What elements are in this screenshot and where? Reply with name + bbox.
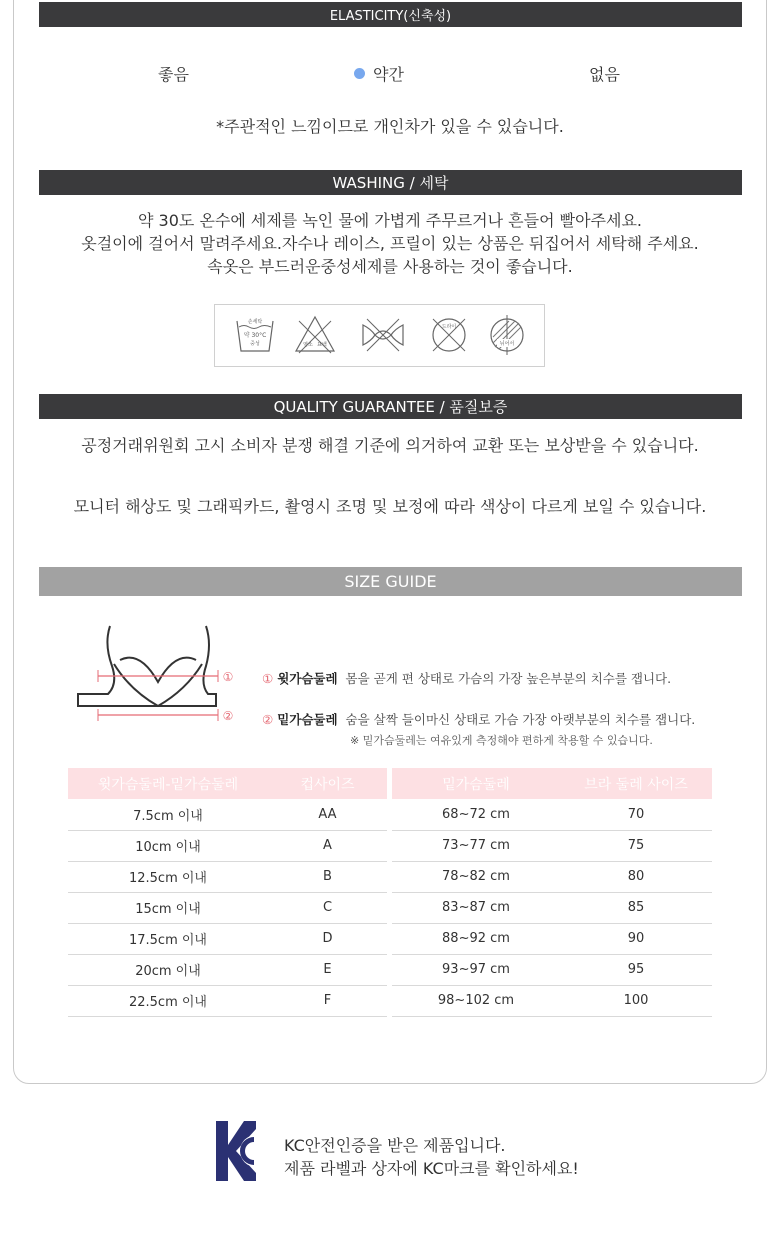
band-table-header-band: 브라 둘레 사이즈: [560, 768, 712, 799]
band-table-cell: 83~87 cm: [392, 892, 560, 923]
svg-text:드라이: 드라이: [441, 324, 457, 330]
band-table-cell: 98~102 cm: [392, 985, 560, 1016]
cup-table-cell: 20cm 이내: [68, 954, 268, 985]
band-table-header-underbust: 밑가슴둘레: [392, 768, 560, 799]
elasticity-header: ELASTICITY(신축성): [39, 2, 742, 27]
band-table-cell: 93~97 cm: [392, 954, 560, 985]
cup-table-cell: B: [268, 861, 387, 892]
band-table-cell: 90: [560, 923, 712, 954]
elasticity-option-good: 좋음: [158, 65, 189, 84]
cup-table-cell: AA: [268, 799, 387, 830]
elasticity-options: [39, 62, 742, 84]
kc-mark-icon: [214, 1119, 258, 1183]
cup-table-cell: 17.5cm 이내: [68, 923, 268, 954]
elasticity-note: *주관적인 느낌이므로 개인차가 있을 수 있습니다.: [216, 117, 564, 136]
no-tumble-dry-icon: [485, 313, 529, 357]
kc-line-1: KC안전인증을 받은 제품입니다.: [284, 1136, 506, 1155]
band-table-row: [392, 892, 712, 923]
svg-text:손세탁: 손세탁: [247, 319, 263, 325]
svg-text:①: ①: [222, 670, 234, 684]
upper-bust-note: ① 윗가슴둘레 몸을 곧게 편 상태로 가슴의 가장 높은부분의 치수를 잽니다.: [262, 671, 672, 686]
band-table-cell: 85: [560, 892, 712, 923]
under-bust-note: ② 밑가슴둘레 숨을 살짝 들이마신 상태로 가슴 가장 아랫부분의 치수를 잽니다.: [262, 712, 696, 727]
selected-dot-icon: [354, 68, 365, 79]
elasticity-option-slight: 약간: [354, 62, 404, 85]
cup-table-cell: 22.5cm 이내: [68, 985, 268, 1016]
cup-table-row: [68, 830, 387, 861]
under-bust-term: 밑가슴둘레: [277, 712, 338, 727]
band-table-cell: 78~82 cm: [392, 861, 560, 892]
cup-table-row: [68, 861, 387, 892]
cup-table-cell: 7.5cm 이내: [68, 799, 268, 830]
cup-table-row: [68, 892, 387, 923]
cup-table-cell: A: [268, 830, 387, 861]
band-table-cell: 73~77 cm: [392, 830, 560, 861]
band-table-cell: 70: [560, 799, 712, 830]
washing-icons-box: [214, 304, 545, 367]
cup-table-cell: E: [268, 954, 387, 985]
band-table-row: [392, 985, 712, 1016]
cup-table-row: [68, 954, 387, 985]
hand-wash-icon: [233, 313, 277, 357]
washing-header: WASHING / 세탁: [39, 170, 742, 195]
cup-table-cell: D: [268, 923, 387, 954]
no-wring-icon: [361, 313, 405, 357]
band-table-row: [392, 861, 712, 892]
svg-text:②: ②: [222, 709, 234, 723]
band-table-row: [392, 799, 712, 830]
cup-size-table: [68, 768, 387, 1017]
no-bleach-icon: [293, 313, 337, 357]
band-table-cell: 68~72 cm: [392, 799, 560, 830]
cup-table-row: [68, 985, 387, 1016]
quality-line-2: 모니터 해상도 및 그래픽카드, 촬영시 조명 및 보정에 따라 색상이 다르게 보일 수 있습니다.: [73, 497, 707, 516]
svg-text:약 30°C: 약 30°C: [243, 332, 267, 339]
size-guide-header: SIZE GUIDE: [39, 567, 742, 596]
washing-line-3: 속옷은 부드러운중성세제를 사용하는 것이 좋습니다.: [207, 257, 573, 276]
upper-bust-desc: 몸을 곧게 편 상태로 가슴의 가장 높은부분의 치수를 잽니다.: [345, 671, 672, 686]
no-dry-clean-icon: [427, 313, 471, 357]
quality-header: QUALITY GUARANTEE / 품질보증: [39, 394, 742, 419]
band-table-row: [392, 954, 712, 985]
bra-measure-diagram: [70, 620, 240, 725]
band-table-row: [392, 923, 712, 954]
cup-table-row: [68, 799, 387, 830]
washing-line-2: 옷걸이에 걸어서 말려주세요.자수나 레이스, 프릴이 있는 상품은 뒤집어서 세탁해 주세요.: [81, 234, 699, 253]
kc-line-2: 제품 라벨과 상자에 KC마크를 확인하세요!: [284, 1159, 579, 1178]
cup-table-header-cup: 컵사이즈: [268, 768, 387, 799]
quality-line-1: 공정거래위원회 고시 소비자 분쟁 해결 기준에 의거하여 교환 또는 보상받을 수 있습니다.: [81, 436, 699, 455]
cup-table-cell: 15cm 이내: [68, 892, 268, 923]
band-table-cell: 80: [560, 861, 712, 892]
svg-text:중성: 중성: [250, 341, 260, 347]
svg-text:표백: 표백: [317, 342, 327, 348]
svg-text:뉘어서: 뉘어서: [499, 341, 515, 347]
band-size-table: [392, 768, 712, 1017]
washing-line-1: 약 30도 온수에 세제를 녹인 물에 가볍게 주무르거나 흔들어 빨아주세요.: [138, 211, 642, 230]
svg-text:염소: 염소: [303, 342, 313, 348]
band-table-cell: 100: [560, 985, 712, 1016]
cup-table-header-diff: 윗가슴둘레-밑가슴둘레: [68, 768, 268, 799]
under-bust-sub-note: ※ 밑가슴둘레는 여유있게 측정해야 편하게 착용할 수 있습니다.: [350, 734, 653, 747]
cup-table-cell: 10cm 이내: [68, 830, 268, 861]
upper-bust-term: 윗가슴둘레: [277, 671, 338, 686]
cup-table-row: [68, 923, 387, 954]
cup-table-cell: F: [268, 985, 387, 1016]
band-table-cell: 95: [560, 954, 712, 985]
under-bust-desc: 숨을 살짝 들이마신 상태로 가슴 가장 아랫부분의 치수를 잽니다.: [345, 712, 696, 727]
band-table-row: [392, 830, 712, 861]
band-table-cell: 88~92 cm: [392, 923, 560, 954]
band-table-cell: 75: [560, 830, 712, 861]
elasticity-option-none: 없음: [589, 65, 620, 84]
cup-table-cell: 12.5cm 이내: [68, 861, 268, 892]
cup-table-cell: C: [268, 892, 387, 923]
